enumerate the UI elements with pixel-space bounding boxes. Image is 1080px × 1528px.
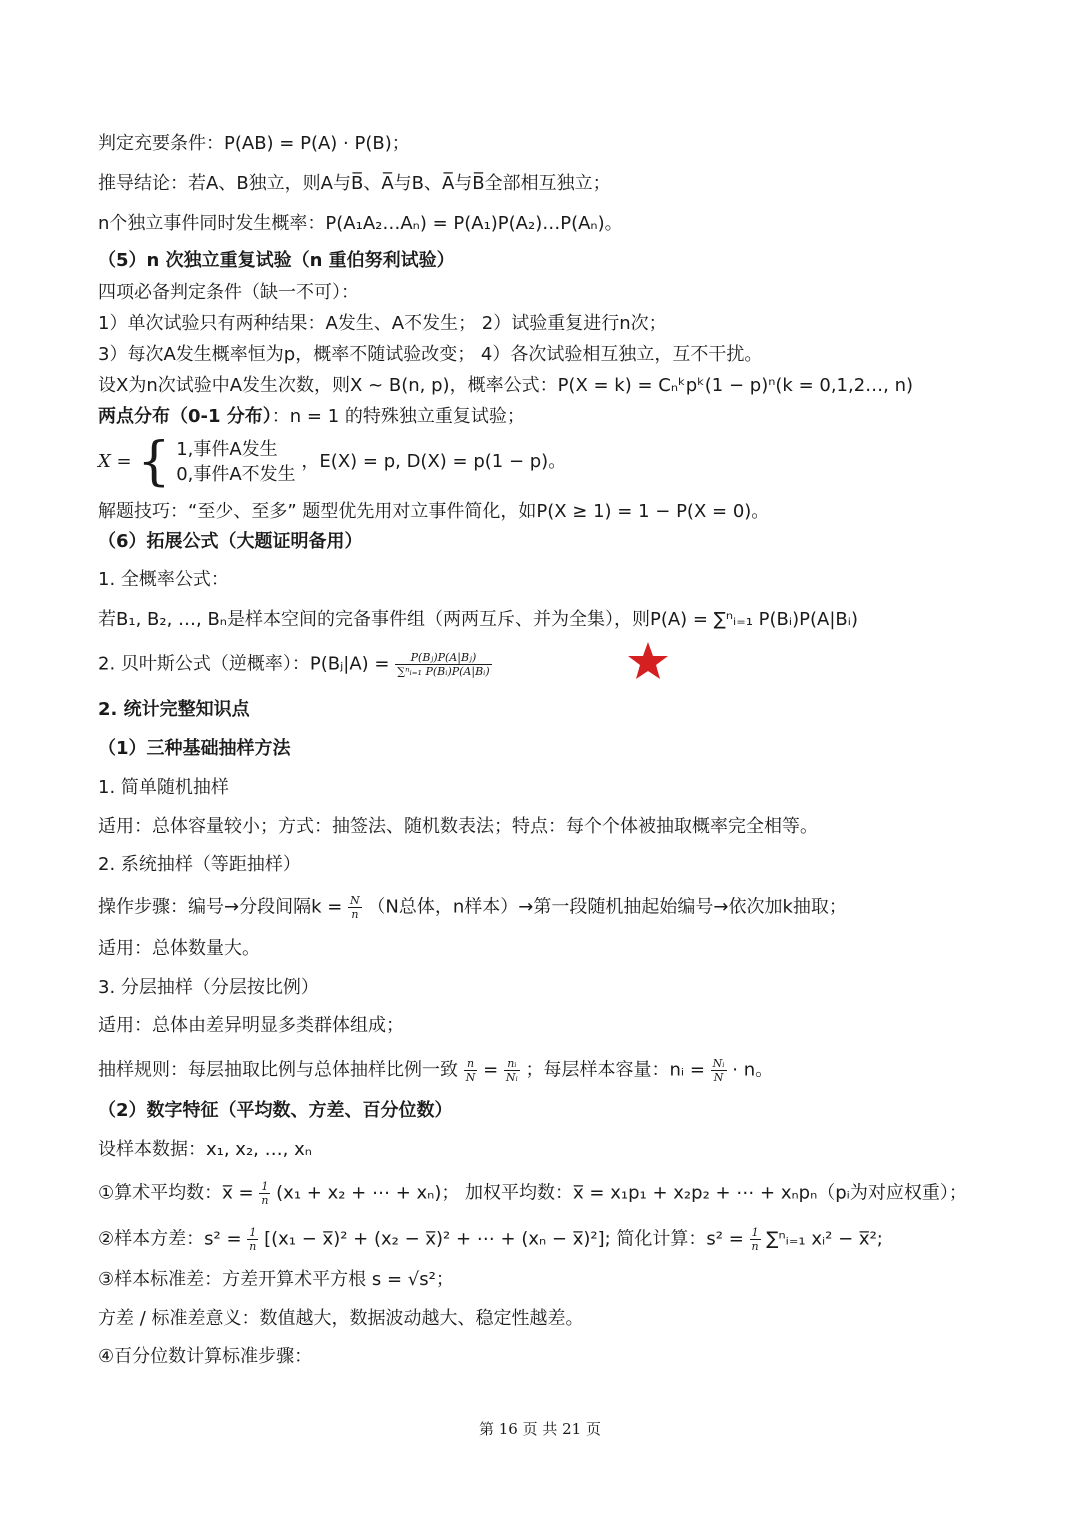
- text-line: 若B₁, B₂, …, Bₙ是样本空间的完备事件组（两两互斥、并为全集），则P(A) = ∑ⁿᵢ₌₁ P(Bᵢ)P(A|Bᵢ): [98, 609, 858, 630]
- text-line: 方差 / 标准差意义：数值越大，数据波动越大、稳定性越差。: [98, 1308, 584, 1329]
- text-line: [98, 1180, 967, 1207]
- text-line: 判定充要条件：P(AB) = P(A) · P(B)；: [98, 133, 410, 154]
- fraction-numerator: 1: [247, 1226, 258, 1240]
- fraction-numerator: P(Bⱼ)P(A|Bⱼ): [395, 651, 491, 665]
- fraction-denominator: n: [351, 908, 359, 921]
- text-line: 设X为n次试验中A发生次数，则X ~ B(n, p)，概率公式：P(X = k) = Cₙᵏpᵏ(1 − p)ⁿ(k = 0,1,2…, n): [98, 375, 914, 396]
- case-1: 1,事件A发生: [176, 439, 278, 460]
- section-heading: （6）拓展公式（大题证明备用）: [98, 531, 363, 552]
- text-span: 2. 贝叶斯公式（逆概率）：P(Bⱼ|A) =: [98, 653, 390, 675]
- fraction-denominator: N: [713, 1071, 724, 1084]
- cases-rhs: ，E(X) = p, D(X) = p(1 − p)。: [301, 451, 567, 472]
- text-span: ：n = 1 的特殊独立重复试验；: [271, 406, 525, 427]
- text-line: 设样本数据：x₁, x₂, …, xₙ: [98, 1139, 312, 1160]
- left-brace: {: [137, 432, 171, 492]
- text-line: 1. 全概率公式：: [98, 569, 229, 590]
- text-line: 3）每次A发生概率恒为p，概率不随试验改变； 4）各次试验相互独立，互不干扰。: [98, 344, 763, 365]
- text-line: [98, 1057, 773, 1084]
- fraction: [504, 1057, 520, 1084]
- fraction-denominator: n: [261, 1194, 269, 1207]
- fraction: [259, 1180, 270, 1207]
- text-span: ；每层样本容量：nᵢ =: [525, 1059, 705, 1081]
- text-line: ③样本标准差：方差开算术平方根 s = √s²；: [98, 1269, 454, 1290]
- bayes-fraction: [395, 651, 491, 678]
- text-span: ①算术平均数：x̅ =: [98, 1182, 254, 1204]
- text-line: 适用：总体数量大。: [98, 938, 260, 959]
- fraction-denominator: N: [465, 1071, 476, 1084]
- fraction: [711, 1057, 727, 1084]
- bayes-formula-line: [98, 651, 492, 678]
- fraction-numerator: N: [350, 894, 360, 907]
- page-footer: 第 16 页 共 21 页: [478, 1420, 601, 1438]
- text-line: ④百分位数计算标准步骤：: [98, 1346, 313, 1367]
- text-line: [98, 1226, 883, 1253]
- fraction-denominator: Nᵢ: [505, 1071, 518, 1084]
- text-span: ②样本方差：s² =: [98, 1228, 242, 1250]
- bold-term: 两点分布（0-1 分布）: [98, 406, 272, 427]
- text-span: 操作步骤：编号→分段间隔k =: [98, 896, 343, 918]
- fraction-numerator: n: [464, 1057, 478, 1071]
- fraction: [247, 1226, 258, 1253]
- text-span: (x₁ + x₂ + ⋯ + xₙ)； 加权平均数：x̅ = x₁p₁ + x₂p₂ + ⋯ + xₙpₙ（pᵢ为对应权重）；: [276, 1182, 967, 1204]
- fraction-numerator: nᵢ: [504, 1057, 520, 1071]
- text-line: 2. 系统抽样（等距抽样）: [98, 854, 301, 875]
- fraction-numerator: Nᵢ: [712, 1057, 725, 1070]
- fraction-denominator: ∑ⁿᵢ₌₁ P(Bᵢ)P(A|Bᵢ): [397, 665, 490, 678]
- fraction-numerator: 1: [259, 1180, 270, 1194]
- text-line: [98, 894, 847, 921]
- text-span: ∑ⁿᵢ₌₁ xᵢ² − x̅²;: [766, 1228, 883, 1250]
- fraction: [348, 894, 362, 921]
- cases-lhs: X =: [98, 451, 132, 472]
- star-icon: [627, 640, 669, 682]
- text-span: · n。: [732, 1059, 774, 1081]
- text-span: 抽样规则：每层抽取比例与总体抽样比例一致: [98, 1059, 458, 1081]
- piecewise-formula: [98, 432, 567, 492]
- section-heading: （2）数字特征（平均数、方差、百分位数）: [98, 1100, 453, 1121]
- text-line: 四项必备判定条件（缺一不可）：: [98, 282, 359, 303]
- fraction-denominator: n: [751, 1240, 759, 1253]
- cases-block: [176, 437, 296, 487]
- text-line: 适用：总体由差异明显多类群体组成；: [98, 1015, 404, 1036]
- text-line: 适用：总体容量较小；方式：抽签法、随机数表法；特点：每个个体被抽取概率完全相等。: [98, 816, 818, 837]
- fraction-numerator: 1: [750, 1226, 761, 1240]
- fraction-denominator: n: [249, 1240, 257, 1253]
- text-line: 1）单次试验只有两种结果：A发生、A不发生； 2）试验重复进行n次；: [98, 313, 667, 334]
- section-heading: 2. 统计完整知识点: [98, 699, 250, 720]
- section-heading: （5）n 次独立重复试验（n 重伯努利试验）: [98, 250, 455, 271]
- text-line: [98, 405, 525, 429]
- text-line: 3. 分层抽样（分层按比例）: [98, 977, 319, 998]
- text-span: =: [483, 1059, 499, 1081]
- text-line: 解题技巧：“至少、至多” 题型优先用对立事件简化，如P(X ≥ 1) = 1 − P(X = 0)。: [98, 501, 770, 522]
- text-line: n个独立事件同时发生概率：P(A₁A₂…Aₙ) = P(A₁)P(A₂)…P(Aₙ)。: [98, 213, 623, 234]
- fraction: [750, 1226, 761, 1253]
- section-heading: （1）三种基础抽样方法: [98, 738, 291, 759]
- fraction: [464, 1057, 478, 1084]
- text-line: 推导结论：若A、B独立，则A与B̅、A̅与B、A̅与B̅全部相互独立；: [98, 173, 611, 194]
- case-2: 0,事件A不发生: [176, 464, 296, 485]
- text-line: 1. 简单随机抽样: [98, 777, 229, 798]
- text-span: （N总体，n样本）→第一段随机抽起始编号→依次加k抽取；: [367, 896, 847, 918]
- text-span: [(x₁ − x̅)² + (x₂ − x̅)² + ⋯ + (xₙ − x̅)²]; 简化计算：s² =: [264, 1228, 744, 1250]
